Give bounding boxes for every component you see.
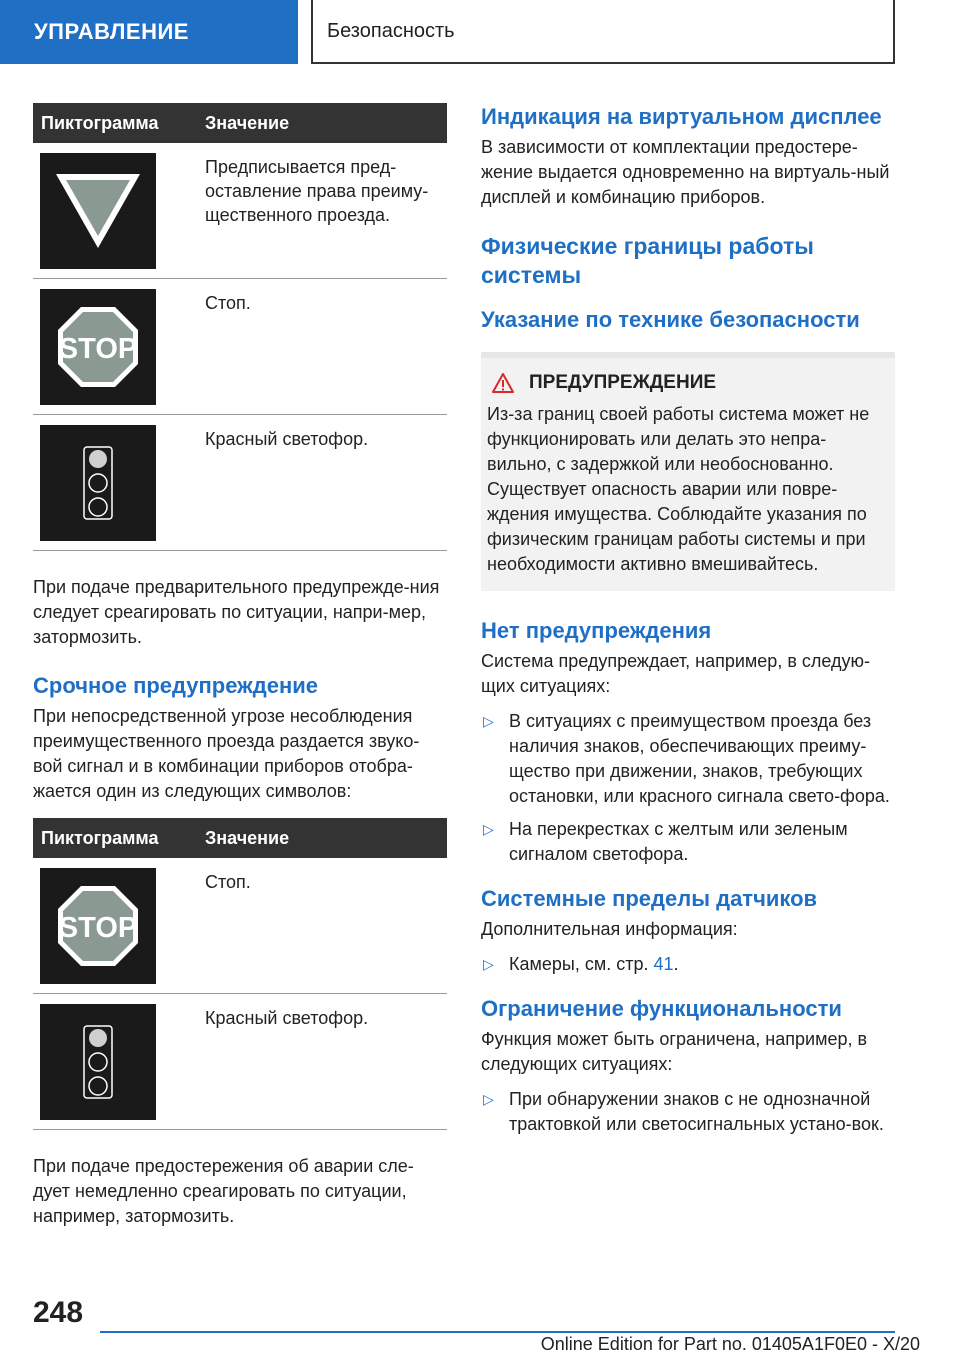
paragraph: Дополнительная информация: — [481, 919, 738, 939]
section-title: УПРАВЛЕНИЕ — [34, 19, 189, 44]
stop-sign-icon — [40, 289, 156, 405]
svg-text:STOP: STOP — [58, 333, 138, 365]
warning-triangle-icon — [491, 372, 515, 394]
restriction-list — [481, 1087, 895, 1137]
paragraph: При подаче предварительного предупрежде-ния следует среагировать по ситуации, напри-мер, затормозить. — [33, 577, 440, 647]
list-item: ▷ Камеры, см. стр. 41. — [481, 952, 895, 977]
table-row — [33, 279, 447, 415]
page-link-41[interactable]: 41 — [653, 954, 674, 974]
table-header — [33, 103, 447, 143]
paragraph: При непосредственной угрозе несоблюдения преимущественного проезда раздается звуко-вой сигнал и в комбинации приборов отобра-жается один из следующих символов: — [33, 706, 420, 801]
bullet-triangle-icon: ▷ — [483, 956, 494, 972]
table-row — [33, 415, 447, 551]
column-header-pictogram: Пиктограмма — [41, 112, 159, 133]
meaning-text: Стоп. — [205, 293, 251, 313]
bullet-triangle-icon: ▷ — [483, 821, 494, 837]
column-header-meaning: Значение — [205, 112, 290, 133]
footer-rule — [100, 1331, 895, 1333]
stop-sign-icon — [40, 868, 156, 984]
section-heading-virtual: Индикация на виртуальном дисплее — [481, 104, 882, 129]
yield-sign-icon — [40, 153, 156, 269]
warning-title: ПРЕДУПРЕЖДЕНИЕ — [529, 372, 717, 393]
sensors-list — [481, 952, 895, 977]
left-column — [33, 103, 447, 1229]
paragraph: При подаче предостережения об аварии сле-дует немедленно среагировать по ситуации, например, затормозить. — [33, 1156, 414, 1226]
section-heading-restriction: Ограничение функциональности — [481, 996, 842, 1021]
table-row — [33, 858, 447, 994]
red-traffic-light-icon — [40, 425, 156, 541]
list-item: ▷ При обнаружении знаков с не однозначной трактовкой или светосигнальных устано-вок. — [483, 1089, 884, 1134]
subsection-tab — [311, 0, 895, 64]
section-heading-no-warning: Нет предупреждения — [481, 618, 712, 643]
page-number: 248 — [33, 1296, 84, 1329]
subsection-title: Безопасность — [327, 19, 455, 42]
right-column — [481, 103, 895, 1145]
column-header-pictogram: Пиктограмма — [41, 827, 159, 848]
table-row — [33, 143, 447, 279]
red-traffic-light-icon — [40, 1004, 156, 1120]
pictogram-table-1 — [33, 103, 447, 551]
paragraph: В зависимости от комплектации предостере-жение выдается одновременно на виртуаль-ный дисплей и комбинацию приборов. — [481, 137, 890, 207]
table-row — [33, 994, 447, 1130]
meaning-text: Стоп. — [205, 872, 251, 892]
warning-box — [481, 352, 895, 591]
list-item: ▷ На перекрестках с желтым или зеленым сигналом светофора. — [483, 819, 848, 864]
svg-text:STOP: STOP — [58, 912, 138, 944]
bullet-triangle-icon: ▷ — [483, 713, 494, 729]
paragraph: Функция может быть ограничена, например, в следующих ситуациях: — [481, 1029, 868, 1074]
section-heading-safety: Указание по технике безопасности — [481, 307, 860, 332]
meaning-text: Предписывается пред-оставление права преиму-щественного проезда. — [205, 157, 429, 225]
bullet-triangle-icon: ▷ — [483, 1091, 494, 1107]
meaning-text: Красный светофор. — [205, 429, 369, 449]
no-warning-list — [481, 709, 895, 867]
section-heading-urgent: Срочное предупреждение — [33, 673, 319, 698]
section-heading-sensors: Системные пределы датчиков — [481, 886, 818, 911]
pictogram-table-2 — [33, 818, 447, 1130]
warning-text: Из-за границ своей работы система может не функционировать или делать это непра-вильно, с задержкой или необоснованно. Существует опасность аварии или повре-ждения имущества. Соблюдайте указания по физическим границам работы системы и при необходимости активно вмешивайтесь. — [487, 404, 870, 574]
section-tab — [0, 0, 298, 64]
list-item: ▷ В ситуациях с преимуществом проезда без наличия знаков, обеспечивающих преиму-щество при движении, знаков, требующих остановки, или красного сигнала свето-фора. — [483, 711, 890, 806]
section-heading-limits: Физические границы работы системы — [481, 233, 814, 288]
table-header — [33, 818, 447, 858]
paragraph: Система предупреждает, например, в следую-щих ситуациях: — [481, 651, 870, 696]
meaning-text: Красный светофор. — [205, 1008, 369, 1028]
footer-edition: Online Edition for Part no. 01405A1F0E0 - X/20 — [540, 1334, 920, 1354]
column-header-meaning: Значение — [205, 827, 290, 848]
